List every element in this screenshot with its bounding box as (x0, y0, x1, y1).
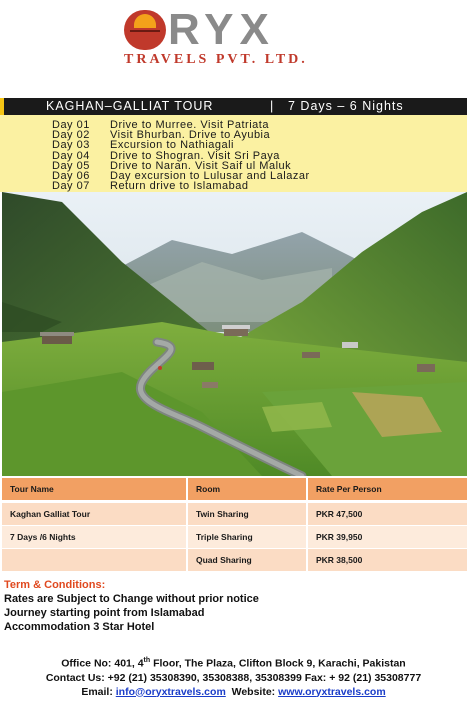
title-separator: | (270, 99, 275, 113)
cell-tour-name: Kaghan Galliat Tour (2, 503, 186, 525)
cell-room: Triple Sharing (188, 526, 306, 548)
contact-footer (0, 654, 467, 699)
contact-numbers: Contact Us: +92 (21) 35308390, 35308388, 35308399 Fax: + 92 (21) 35308777 (45, 671, 422, 684)
tour-duration: 7 Days – 6 Nights (288, 99, 404, 113)
table-row (2, 526, 467, 548)
itinerary-item: Day 06 Day excursion to Lulusar and Lalazar (52, 170, 310, 182)
sun-icon (134, 14, 156, 28)
cell-rate: PKR 47,500 (308, 503, 467, 525)
table-row (2, 549, 467, 571)
terms-line: Journey starting point from Islamabad (4, 607, 205, 619)
table-row (2, 503, 467, 525)
itinerary-item: Day 02 Visit Bhurban. Drive to Ayubia (52, 129, 271, 141)
valley-landscape-photo (2, 192, 467, 476)
tour-title: KAGHAN–GALLIAT TOUR (46, 99, 214, 113)
logo-subtitle: TRAVELS PVT. LTD. (124, 52, 308, 67)
bar-accent (0, 98, 4, 115)
itinerary-panel (0, 115, 467, 192)
header-tour-name: Tour Name (2, 478, 186, 500)
itinerary-item: Day 01 Drive to Murree. Visit Patriata (52, 119, 269, 131)
cell-room: Quad Sharing (188, 549, 306, 571)
terms-line: Rates are Subject to Change without prior notice (4, 593, 259, 605)
company-logo (0, 0, 467, 90)
logo-emblem-icon (124, 10, 166, 50)
email-link[interactable]: info@oryxtravels.com (115, 685, 226, 698)
cell-rate: PKR 39,950 (308, 526, 467, 548)
office-address: Office No: 401, 4th Floor, The Plaza, Clifton Block 9, Karachi, Pakistan (61, 657, 406, 670)
cell-tour-name: 7 Days /6 Nights (2, 526, 186, 548)
header-rate: Rate Per Person (308, 478, 467, 500)
itinerary-item: Day 03 Excursion to Nathiagali (52, 139, 235, 151)
terms-heading: Term & Conditions: (4, 579, 106, 591)
itinerary-item: Day 04 Drive to Shogran. Visit Sri Paya (52, 150, 280, 162)
terms-line: Accommodation 3 Star Hotel (4, 621, 155, 633)
cell-rate: PKR 38,500 (308, 549, 467, 571)
cell-tour-name (2, 549, 186, 571)
tour-title-bar (0, 98, 467, 115)
itinerary-item: Day 07 Return drive to Islamabad (52, 180, 249, 192)
terms-section (4, 578, 464, 634)
header-room: Room (188, 478, 306, 500)
logo-wordmark: RYX (168, 5, 275, 54)
website-link[interactable]: www.oryxtravels.com (278, 685, 386, 698)
table-header-row (2, 478, 467, 500)
itinerary-item: Day 05 Drive to Naran. Visit Saif ul Maluk (52, 160, 292, 172)
cell-room: Twin Sharing (188, 503, 306, 525)
horizon-line (130, 30, 160, 32)
email-website-line: Email: info@oryxtravels.com Website: www.oryxtravels.com (81, 685, 386, 698)
